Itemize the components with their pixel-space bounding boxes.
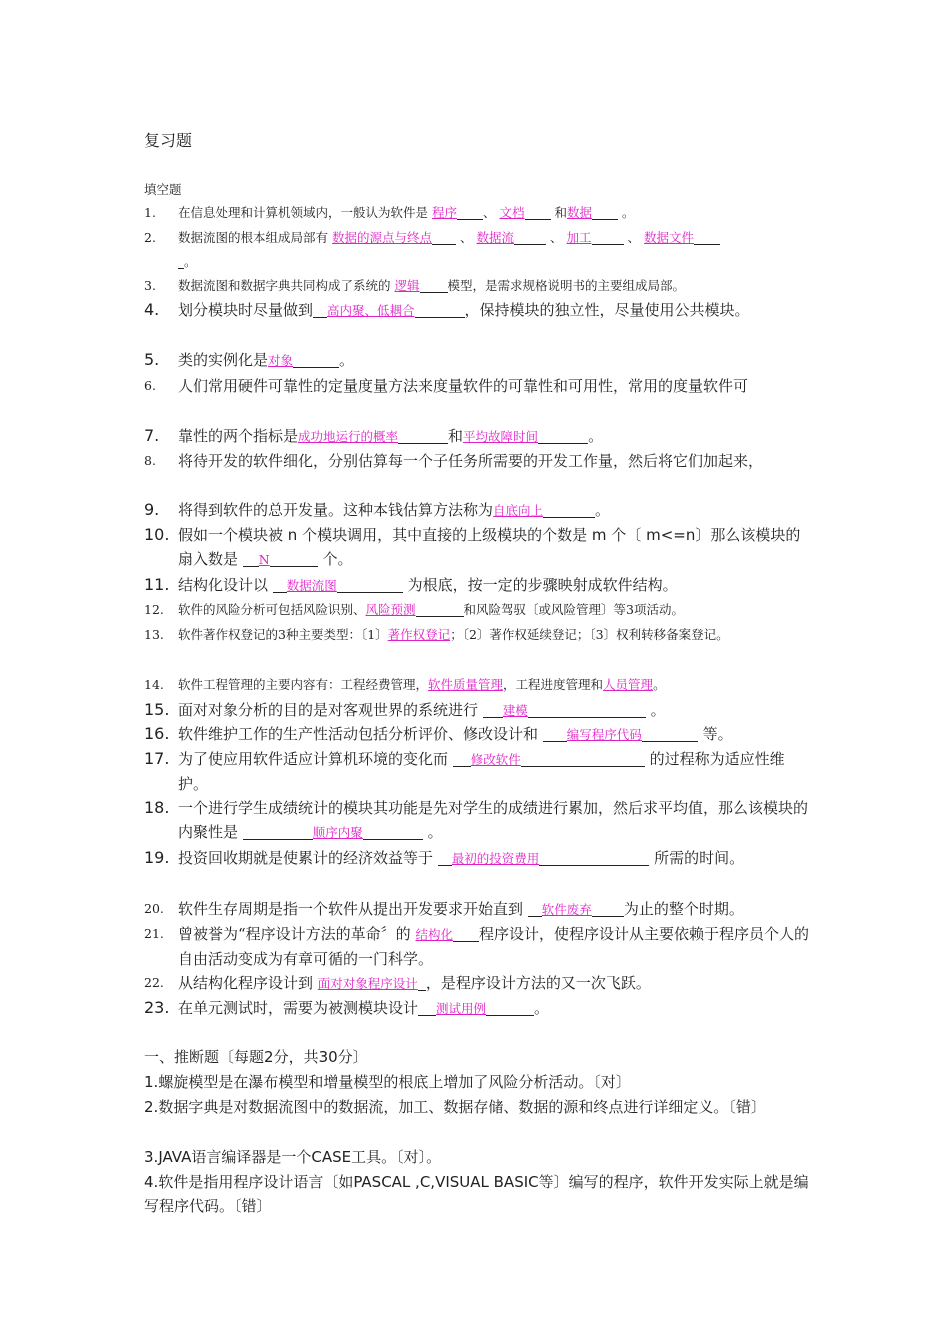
question-17 <box>144 747 810 796</box>
answer: 数据流图 <box>286 578 337 593</box>
question-number: 7. <box>144 426 160 445</box>
question-number: 5. <box>144 350 160 369</box>
blank-line <box>418 1000 436 1016</box>
question-number: 1. <box>144 205 156 220</box>
blank-line <box>525 207 551 221</box>
tf-item-3 <box>144 1145 810 1169</box>
question-7 <box>144 424 810 449</box>
answer: 著作权登记 <box>387 627 451 642</box>
question-text: 个模块调用，其中直接的上级模块的个数是 <box>302 526 588 544</box>
tf-section-heading <box>144 1045 810 1069</box>
question-text: 、 <box>550 230 563 245</box>
blank-line <box>486 1000 534 1016</box>
question-text: 〕那么该模块的扇入数是 <box>178 526 801 568</box>
question-text: 软件的风险分析可包括风险识别、 <box>178 602 366 617</box>
answer: 软件废弃 <box>541 902 592 917</box>
question-text: 数据流图的根本组成局部有 <box>178 230 329 245</box>
answer: 程序 <box>432 205 458 220</box>
question-text: 模型，是需求规格说明书的主要组成局部。 <box>447 278 686 293</box>
question-text: 为了使应用软件适应计算机环境的变化而 <box>178 750 449 768</box>
question-number: 6. <box>144 378 156 393</box>
question-number: 16. <box>144 724 170 743</box>
heading-text: 分，共 <box>273 1048 319 1066</box>
blank-line <box>694 232 720 246</box>
question-text: 工具。〔对〕。 <box>351 1148 442 1166</box>
tf-item-1 <box>144 1070 810 1094</box>
question-16 <box>144 722 810 747</box>
answer: 测试用例 <box>436 1001 487 1016</box>
blank-line <box>337 577 403 593</box>
blank-line <box>521 751 645 767</box>
question-number: 19. <box>144 848 170 867</box>
answer: 人员管理 <box>603 677 654 692</box>
question-text: 曾被誉为“程序设计方法的革命〞的 <box>178 925 411 943</box>
answer: 顺序内聚 <box>312 825 363 840</box>
blank-line <box>415 302 465 318</box>
question-text: 软件是指用程序设计语言〔如 <box>158 1173 354 1191</box>
blank-line <box>543 502 595 518</box>
question-text: 类的实例化是 <box>178 351 269 369</box>
question-19 <box>144 846 810 871</box>
question-14 <box>144 673 810 697</box>
question-text: 、 <box>460 230 473 245</box>
question-text: 所需的时间。 <box>654 849 745 867</box>
answer: 最初的投资费用 <box>451 851 540 866</box>
blank-line <box>543 726 567 742</box>
question-text: 一个进行学生成绩统计的模块其功能是先对学生的成绩进行累加，然后求平均值，那么该模块的内聚性是 <box>178 799 809 841</box>
question-number: 15. <box>144 700 170 719</box>
question-number: 18. <box>144 798 170 817</box>
heading-text: 一、推断题〔每题 <box>144 1048 265 1066</box>
question-number: 12. <box>144 602 164 617</box>
question-text: m<=n <box>646 526 696 544</box>
question-12 <box>144 598 810 622</box>
question-text: ；〔2〕著作权延续登记；〔3〕权利转移备案登记。 <box>450 627 729 642</box>
question-text: 程序设计，使程序设计从主要依赖于程序员个人的自由活动变成为有章可循的一门科学。 <box>178 925 809 968</box>
question-text: 人们常用硬件可靠性的定量度量方法来度量软件的可靠性和可用性，常用的度量软件可 <box>178 377 749 395</box>
blank-line <box>243 824 313 840</box>
fill-section-heading: 填空题 <box>144 182 182 197</box>
question-18 <box>144 796 810 845</box>
question-text: 个〔 <box>611 526 642 544</box>
blank-line <box>416 604 464 618</box>
answer: 软件质量管理 <box>428 677 504 692</box>
blank-line <box>438 850 452 866</box>
question-11 <box>144 573 810 598</box>
question-text: 靠性的两个指标是 <box>178 427 299 445</box>
answer: 高内聚、低耦合 <box>327 303 415 318</box>
question-number: 2. <box>144 1098 159 1116</box>
question-text: m <box>591 526 607 544</box>
blank-line <box>363 824 423 840</box>
question-5 <box>144 348 810 373</box>
question-20 <box>144 897 810 922</box>
question-text: 个。 <box>322 550 353 568</box>
question-text: 在单元测试时，需要为被测模块设计 <box>178 999 419 1017</box>
question-text: 为根底，按一定的步骤映射成软件结构。 <box>407 576 678 594</box>
tf-item-4 <box>144 1170 810 1218</box>
answer: 风险预测 <box>365 602 416 617</box>
blank-line <box>432 232 456 246</box>
question-23 <box>144 996 810 1021</box>
question-8 <box>144 449 810 473</box>
answer: 平均故障时间 <box>463 429 539 444</box>
answer: 建模 <box>502 703 528 718</box>
question-text: 、 <box>627 230 641 245</box>
question-9 <box>144 498 810 523</box>
question-text: ，保持模块的独立性，尽量使用公共模块。 <box>464 301 750 319</box>
answer: 数据 <box>567 205 593 220</box>
blank-line <box>293 352 339 368</box>
blank-line <box>453 926 479 942</box>
answer: 编写程序代码 <box>566 727 642 742</box>
question-text: n <box>287 526 298 544</box>
tf-item-2 <box>144 1095 810 1119</box>
question-number: 20. <box>144 901 164 916</box>
question-number: 8. <box>144 453 156 468</box>
blank-line <box>539 850 649 866</box>
blank-line <box>418 975 426 991</box>
question-6 <box>144 374 810 398</box>
answer: 加工 <box>566 230 592 245</box>
question-number: 23. <box>144 998 170 1017</box>
question-2 <box>144 226 810 274</box>
question-text: 软件著作权登记的3种主要类型：〔1〕 <box>178 627 388 642</box>
question-text: 软件维护工作的生产性活动包括分析评价、修改设计和 <box>178 725 539 743</box>
question-text: 划分模块时尽量做到 <box>178 301 314 319</box>
question-number: 2. <box>144 230 156 245</box>
blank-line <box>528 901 542 917</box>
question-15 <box>144 698 810 723</box>
question-number: 4. <box>144 1173 159 1191</box>
blank-line <box>528 702 646 718</box>
answer: 结构化 <box>415 927 453 942</box>
question-text: 。 <box>622 205 635 220</box>
question-number: 4. <box>144 300 160 319</box>
question-text: 和风险驾驭〔或风险管理〕等3项活动。 <box>463 602 684 617</box>
question-1 <box>144 201 810 225</box>
question-21 <box>144 922 810 971</box>
question-text: 面对对象分析的目的是对客观世界的系统进行 <box>178 701 479 719</box>
question-number: 3. <box>144 278 156 293</box>
blank-line <box>592 232 624 246</box>
answer: 文档 <box>499 205 525 220</box>
question-4 <box>144 298 810 323</box>
answer: 数据文件 <box>644 230 695 245</box>
answer: 数据的源点与终点 <box>332 230 433 245</box>
question-text: 在信息处理和计算机领域内，一般认为软件是 <box>178 205 429 220</box>
question-text: 结构化设计以 <box>178 576 269 594</box>
blank-line <box>243 551 259 567</box>
answer: 修改软件 <box>470 752 521 767</box>
answer: 逻辑 <box>394 278 420 293</box>
question-number: 11. <box>144 575 170 594</box>
answer: 自底向上 <box>493 503 544 518</box>
blank-line <box>592 901 624 917</box>
question-text: 。 <box>595 501 611 519</box>
question-text: 软件生存周期是指一个软件从提出开发要求开始直到 <box>178 900 524 918</box>
question-text: 软件工程管理的主要内容有：工程经费管理， <box>178 677 429 692</box>
question-text: 、 <box>483 205 496 220</box>
answer: 数据流 <box>476 230 515 245</box>
question-text: 。 <box>653 677 666 692</box>
blank-line <box>457 207 483 221</box>
question-text: 。 <box>588 427 604 445</box>
question-text: PASCAL ,C,VISUAL BASIC <box>353 1173 539 1191</box>
question-text: JAVA <box>158 1148 192 1166</box>
question-text: 为止的整个时期。 <box>623 900 744 918</box>
question-text: 。 <box>534 999 550 1017</box>
question-10 <box>144 523 810 572</box>
blank-line <box>642 726 698 742</box>
question-text: 和 <box>448 427 464 445</box>
blank-line <box>592 207 618 221</box>
question-number: 3. <box>144 1148 159 1166</box>
question-text: 假如一个模块被 <box>178 526 284 544</box>
question-text: 的过程称为适应性维护。 <box>178 750 785 793</box>
question-text: 。 <box>184 254 197 269</box>
blank-line <box>514 232 546 246</box>
blank-line <box>313 302 327 318</box>
blank-line <box>420 280 448 294</box>
blank-line <box>270 551 318 567</box>
answer: 面对对象程序设计 <box>317 976 418 991</box>
question-number: 10. <box>144 525 170 544</box>
question-text: 等〕编写的程序，软件开发实际上就是编写程序代码。〔错〕 <box>144 1173 809 1215</box>
question-text: 语言编译器是一个 <box>191 1148 312 1166</box>
question-text: CASE <box>311 1148 352 1166</box>
question-text: 数据流图和数据字典共同构成了系统的 <box>178 278 391 293</box>
question-text: 。 <box>427 823 443 841</box>
answer: 对象 <box>268 353 294 368</box>
question-number: 17. <box>144 749 170 768</box>
question-text: 和 <box>554 205 568 220</box>
blank-line <box>453 751 471 767</box>
question-number: 9. <box>144 500 160 519</box>
heading-text: 30 <box>318 1048 338 1066</box>
question-text: 数据字典是对数据流图中的数据流，加工、数据存储、数据的源和终点进行详细定义。〔错〕 <box>158 1098 766 1116</box>
question-text: 。 <box>339 351 355 369</box>
question-number: 22. <box>144 975 164 990</box>
question-text: 等。 <box>702 725 733 743</box>
question-number: 14. <box>144 677 164 692</box>
answer: N <box>258 552 270 567</box>
heading-text: 2 <box>264 1048 274 1066</box>
heading-text: 分〕 <box>337 1048 368 1066</box>
question-22 <box>144 971 810 996</box>
answer: 成功地运行的概率 <box>298 429 399 444</box>
question-text: ，是程序设计方法的又一次飞跃。 <box>425 974 651 992</box>
question-text: 投资回收期就是使累计的经济效益等于 <box>178 849 434 867</box>
blank-line <box>538 428 588 444</box>
question-number: 13. <box>144 627 164 642</box>
question-text: ，工程进度管理和 <box>503 677 604 692</box>
question-number: 21. <box>144 926 164 941</box>
question-3 <box>144 274 810 298</box>
question-text: 从结构化程序设计到 <box>178 974 314 992</box>
page-title: 复习题 <box>144 131 193 150</box>
question-13 <box>144 623 810 647</box>
question-text: 。 <box>650 701 666 719</box>
question-text: 将待开发的软件细化，分别估算每一个子任务所需要的开发工作量，然后将它们加起来， <box>178 452 764 470</box>
question-number: 1. <box>144 1073 159 1091</box>
blank-line <box>483 702 503 718</box>
question-text: 螺旋模型是在瀑布模型和增量模型的根底上增加了风险分析活动。〔对〕 <box>158 1073 631 1091</box>
blank-line <box>398 428 448 444</box>
question-text: 将得到软件的总开发量。这种本钱估算方法称为 <box>178 501 494 519</box>
blank-line <box>273 577 287 593</box>
